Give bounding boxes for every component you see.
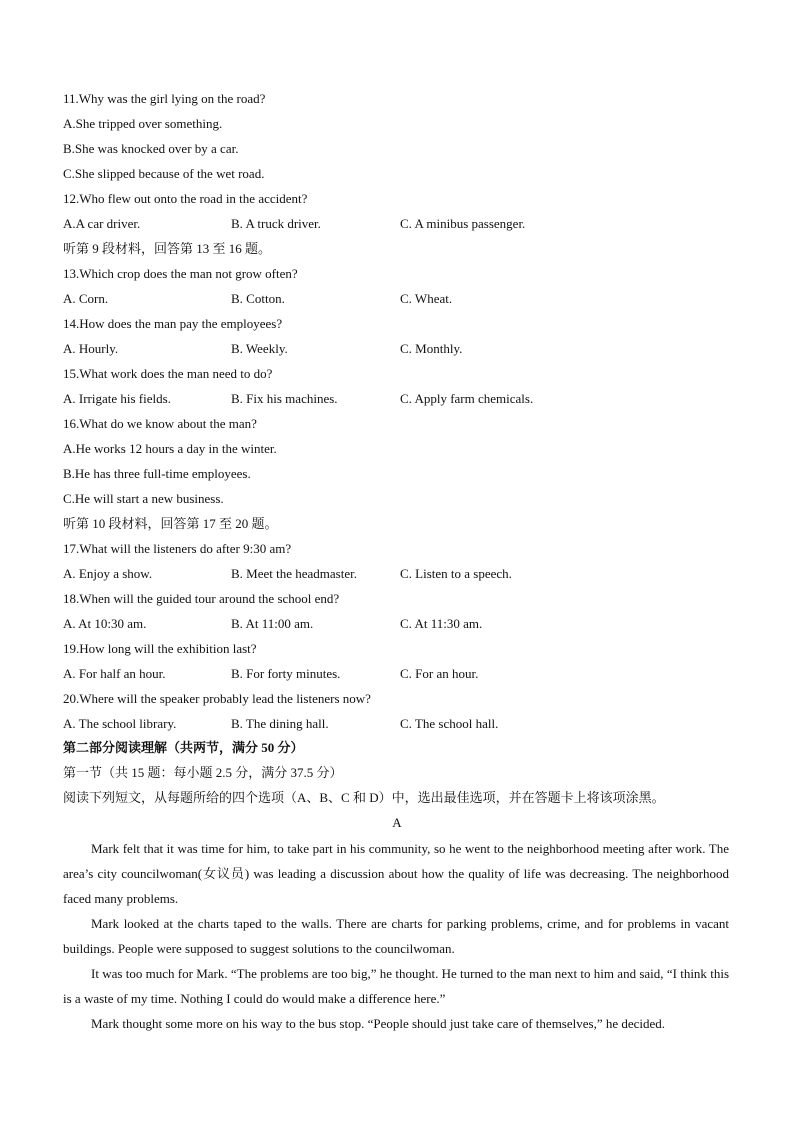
question-text: 19.How long will the exhibition last? (63, 641, 257, 656)
answer-option: A. Corn. (63, 291, 109, 306)
passage-paragraph: Mark looked at the charts taped to the walls. There are charts for parking problems, crime, and for problems in vacant buildings. People were supposed to suggest solutions to the councilwoman. (63, 916, 729, 956)
answer-option: C. A minibus passenger. (400, 216, 526, 231)
passage-label: A (392, 815, 402, 830)
answer-option: C. Wheat. (400, 291, 453, 306)
answer-option: C. For an hour. (400, 666, 479, 681)
section-title: 第二部分阅读理解（共两节，满分 50 分） (63, 740, 304, 755)
answer-option: B. Weekly. (231, 341, 288, 356)
question-text: 14.How does the man pay the employees? (63, 316, 283, 331)
answer-option: C. Monthly. (400, 341, 463, 356)
text-line: C.She slipped because of the wet road. (63, 166, 265, 181)
answer-option: B. Fix his machines. (231, 391, 338, 406)
question-text: 12.Who flew out onto the road in the accident? (63, 191, 308, 206)
answer-option: B. A truck driver. (231, 216, 321, 231)
answer-option: B. For forty minutes. (231, 666, 341, 681)
text-line: 听第 9 段材料，回答第 13 至 16 题。 (63, 241, 272, 256)
question-text: 17.What will the listeners do after 9:30 am? (63, 541, 292, 556)
answer-option: A. The school library. (63, 716, 177, 731)
passage-paragraph: Mark felt that it was time for him, to take part in his community, so he went to the neighborhood meeting after work. The area’s city councilwoman(女议员) was leading a discussion about how the quality of life was decreasing. The neighborhood faced many problems. (63, 841, 729, 906)
answer-option: C. Apply farm chemicals. (400, 391, 534, 406)
question-text: 18.When will the guided tour around the school end? (63, 591, 340, 606)
answer-option: B. At 11:00 am. (231, 616, 314, 631)
answer-option: A. For half an hour. (63, 666, 166, 681)
question-text: 13.Which crop does the man not grow often? (63, 266, 298, 281)
answer-option: A. Irrigate his fields. (63, 391, 171, 406)
answer-option: A. Hourly. (63, 341, 119, 356)
text-line: C.He will start a new business. (63, 491, 224, 506)
text-line: 听第 10 段材料，回答第 17 至 20 题。 (63, 516, 278, 531)
answer-option: B. The dining hall. (231, 716, 329, 731)
passage-paragraph: It was too much for Mark. “The problems are too big,” he thought. He turned to the man next to him and said, “I think this is a waste of my time. Nothing I could do would make a difference here.” (63, 966, 729, 1006)
answer-option: C. At 11:30 am. (400, 616, 483, 631)
answer-option: C. Listen to a speech. (400, 566, 512, 581)
answer-option: B. Meet the headmaster. (231, 566, 357, 581)
section-instructions: 阅读下列短文，从每题所给的四个选项（A、B、C 和 D）中，选出最佳选项，并在答题卡上将该项涂黑。 (63, 790, 665, 805)
answer-option: A. At 10:30 am. (63, 616, 147, 631)
section-subtitle: 第一节（共 15 题：每小题 2.5 分，满分 37.5 分） (63, 765, 343, 780)
question-text: 15.What work does the man need to do? (63, 366, 273, 381)
text-line: A.He works 12 hours a day in the winter. (63, 441, 277, 456)
answer-option: A. Enjoy a show. (63, 566, 153, 581)
question-text: 16.What do we know about the man? (63, 416, 257, 431)
answer-option: A.A car driver. (63, 216, 141, 231)
question-text: 20.Where will the speaker probably lead the listeners now? (63, 691, 371, 706)
text-line: A.She tripped over something. (63, 116, 223, 131)
text-line: B.He has three full-time employees. (63, 466, 251, 481)
passage-paragraph: Mark thought some more on his way to the bus stop. “People should just take care of themselves,” he decided. (91, 1016, 666, 1031)
text-line: B.She was knocked over by a car. (63, 141, 239, 156)
answer-option: B. Cotton. (231, 291, 285, 306)
answer-option: C. The school hall. (400, 716, 499, 731)
question-text: 11.Why was the girl lying on the road? (63, 91, 266, 106)
